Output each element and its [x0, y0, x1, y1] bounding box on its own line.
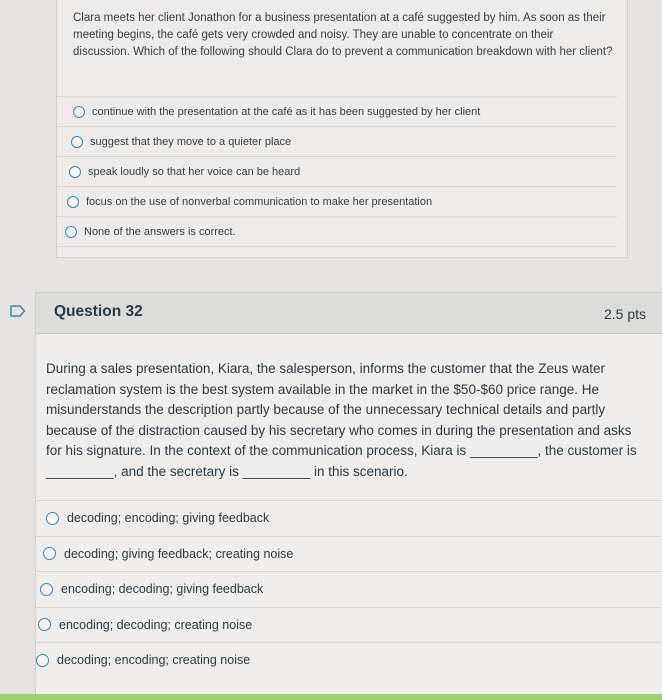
question-header: [36, 292, 662, 334]
radio-button-icon[interactable]: [65, 226, 77, 238]
answer-option[interactable]: [57, 156, 617, 186]
answer-option[interactable]: [57, 96, 617, 126]
answer-option[interactable]: [36, 536, 662, 572]
question-31-answers: [57, 96, 627, 247]
answer-label: decoding; giving feedback; creating noise: [64, 546, 294, 561]
radio-button-icon[interactable]: [73, 106, 85, 118]
answer-option[interactable]: [36, 500, 662, 536]
answer-label: suggest that they move to a quieter place: [90, 135, 292, 148]
answer-option[interactable]: [36, 607, 662, 643]
radio-button-icon[interactable]: [67, 196, 79, 208]
radio-button-icon[interactable]: [38, 618, 51, 631]
answer-label: decoding; encoding; creating noise: [57, 653, 251, 668]
answer-option[interactable]: [57, 126, 617, 156]
answer-label: speak loudly so that her voice can be heard: [88, 165, 301, 178]
answer-label: encoding; decoding; giving feedback: [61, 582, 264, 597]
answer-option[interactable]: [36, 571, 662, 607]
radio-button-icon[interactable]: [46, 512, 59, 525]
answer-option[interactable]: [36, 642, 662, 678]
question-31-card: [56, 0, 628, 258]
progress-bar: [0, 694, 662, 700]
answer-label: focus on the use of nonverbal communication to make her presentation: [86, 195, 433, 208]
answer-label: decoding; encoding; giving feedback: [67, 511, 270, 526]
question-32-answers: [36, 500, 662, 678]
flag-outline-icon[interactable]: [10, 305, 26, 317]
answer-label: continue with the presentation at the café as it has been suggested by her client: [92, 105, 481, 118]
question-32-card: [35, 292, 662, 700]
question-title: Question 32: [54, 303, 143, 320]
radio-button-icon[interactable]: [71, 136, 83, 148]
answer-label: encoding; decoding; creating noise: [59, 617, 253, 632]
radio-button-icon[interactable]: [69, 166, 81, 178]
answer-option[interactable]: [57, 186, 617, 216]
radio-button-icon[interactable]: [40, 583, 53, 596]
radio-button-icon[interactable]: [43, 547, 56, 560]
question-32-text: During a sales presentation, Kiara, the salesperson, informs the customer that the Zeus water reclamation system is the best system available in the market in the $50-$60 price range. He misunderstands the description partly because of the unnecessary technical details and partly because of the distraction caused by his secretary who comes in during the presentation and asks for his signature. In the context of the communication process, Kiara is _________, the customer is _________, and the secretary is _________ in this scenario.: [46, 361, 637, 479]
question-31-text: Clara meets her client Jonathon for a business presentation at a café suggested by him. As soon as their meeting begins, the café gets very crowded and noisy. They are unable to concentrate on their discussion. Which of the following should Clara do to prevent a communication breakdown with her client?: [73, 12, 613, 58]
answer-label: None of the answers is correct.: [84, 225, 236, 238]
answer-option[interactable]: [57, 216, 617, 247]
radio-button-icon[interactable]: [36, 654, 49, 667]
question-points: 2.5 pts: [603, 306, 646, 322]
